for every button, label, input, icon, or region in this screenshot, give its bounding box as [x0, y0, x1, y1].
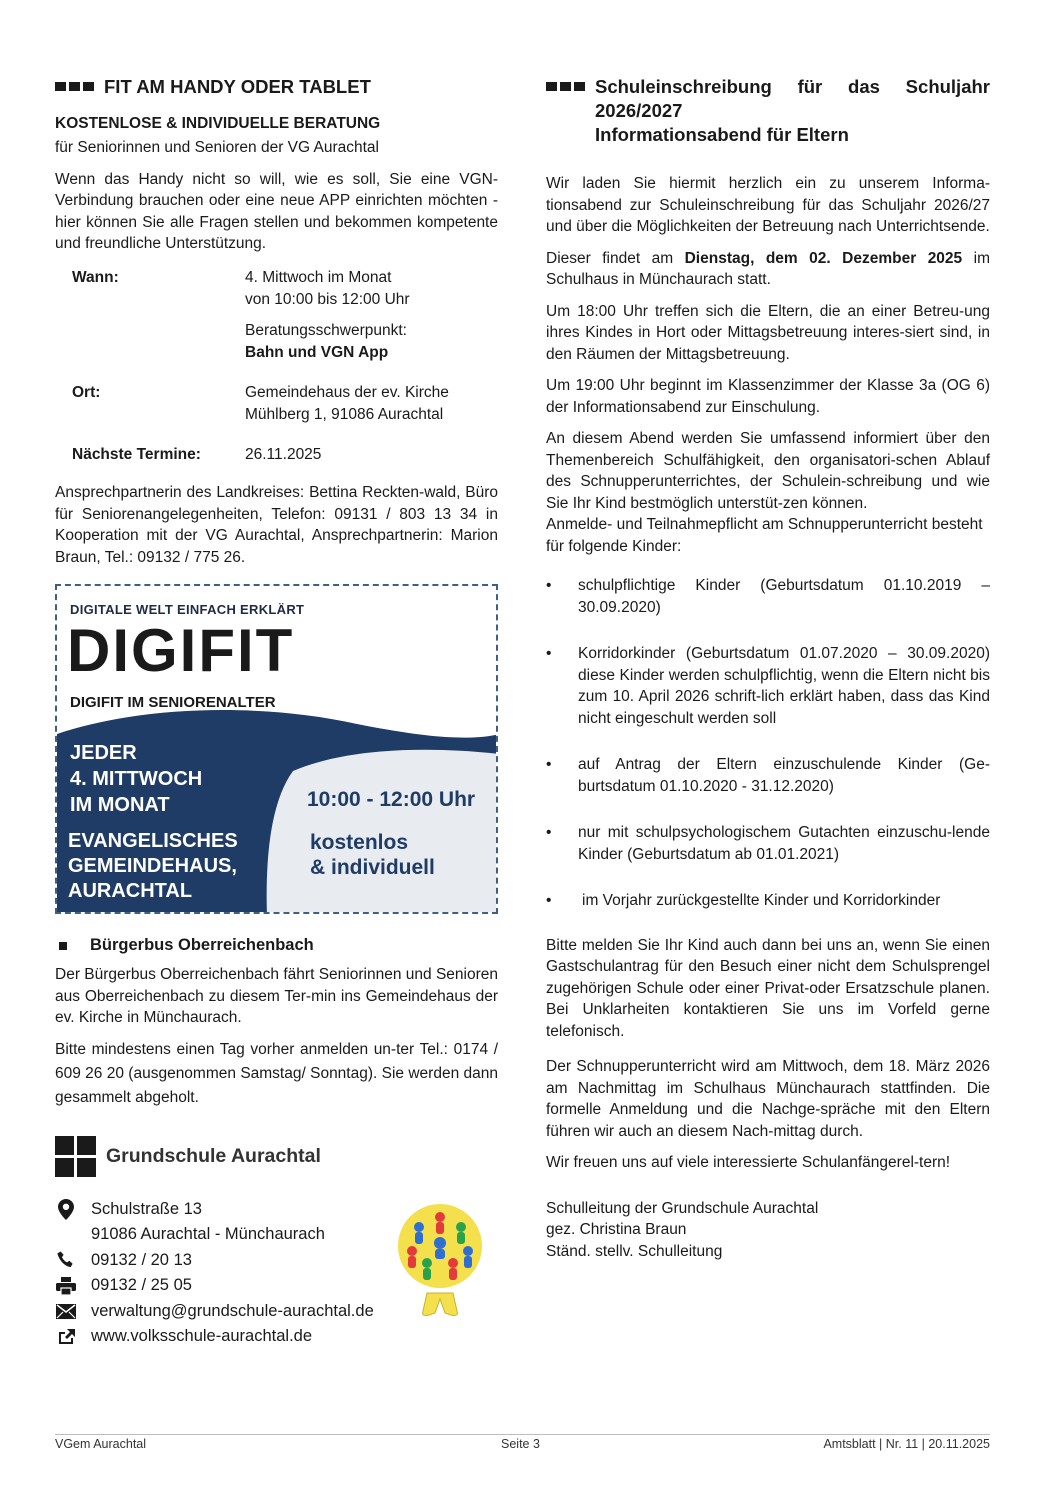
- bus-paragraph-2: Bitte mindestens einen Tag vorher anmelden un-ter Tel.: 0174 / 609 26 20 (ausgenommen Samstag/ Sonntag). Sie werden dann gesammelt abgeholt.: [55, 1040, 498, 1106]
- list-item: • auf Antrag der Eltern einzuschulende Kinder (Ge-burtsdatum 01.10.2020 - 31.12.2020): [546, 754, 990, 797]
- phone-number[interactable]: 09132 / 20 13: [91, 1250, 192, 1269]
- signature-line-3: Ständ. stellv. Schulleitung: [546, 1242, 723, 1260]
- wann-line2: von 10:00 bis 12:00 Uhr: [245, 291, 410, 308]
- pflicht-paragraph: Anmelde- und Teilnahmepflicht am Schnupperunterricht besteht für folgende Kinder:: [546, 516, 983, 555]
- bullet-dot: •: [546, 756, 552, 773]
- heading-squares-icon: [55, 82, 94, 91]
- list-item: • schulpflichtige Kinder (Geburtsdatum 01.10.2019 – 30.09.2020): [546, 575, 990, 618]
- ort-line2: Mühlberg 1, 91086 Aurachtal: [245, 406, 444, 423]
- left-column: [55, 75, 498, 1350]
- contact-paragraph: Ansprechpartnerin des Landkreises: Bettina Reckten-wald, Büro für Seniorenangelegenheiten, Telefon: 09131 / 803 13 34 in Kooperation mit der VG Aurachtal, Ansprechpartnerin: Marion Braun, Tel.: 09132 / 775 26.: [55, 484, 498, 566]
- bullet-dot: •: [546, 892, 552, 909]
- school-name: Grundschule Aurachtal: [106, 1144, 321, 1167]
- ad-when-line3: IM MONAT: [70, 794, 170, 816]
- ad-tagline: DIGITALE WELT EINFACH ERKLÄRT: [70, 602, 305, 617]
- ad-when-line2: 4. MITTWOCH: [70, 768, 203, 790]
- date-post: im Schulhaus in Münchaurach statt.: [546, 249, 990, 288]
- school-title: [55, 1136, 498, 1177]
- footer-right: Amtsblatt | Nr. 11 | 20.11.2025: [823, 1437, 990, 1451]
- email-link[interactable]: verwaltung@grundschule-aurachtal.de: [91, 1301, 374, 1320]
- intro-paragraph: Wenn das Handy nicht so will, wie es soll, Sie eine VGN-Verbindung brauchen oder eine neue APP einrichten möchten - hier können Sie alle Fragen stellen und bekommen kompetente und freundliche Unterstützung.: [55, 170, 498, 252]
- subheading: KOSTENLOSE & INDIVIDUELLE BERATUNG: [55, 115, 381, 132]
- schnupper-paragraph: Der Schnupperunterricht wird am Mittwoch, dem 18. März 2026 am Nachmittag im Schulhaus Münchaurach stattfinden. Die formelle Anmeldung und die Nachge-spräche mit den Eltern führen wir auch an diesem Nach-mittag durch.: [546, 1058, 990, 1140]
- bullet-square-icon: [59, 942, 67, 950]
- school-grid-icon: [55, 1136, 96, 1177]
- info-table: [72, 267, 449, 467]
- street: Schulstraße 13: [91, 1199, 202, 1218]
- children-list: [546, 575, 990, 912]
- phone-icon: [55, 1249, 77, 1271]
- signature-line-2: gez. Christina Braun: [546, 1221, 687, 1238]
- location-pin-icon: [55, 1198, 77, 1220]
- ad-time: 10:00 - 12:00 Uhr: [307, 788, 476, 811]
- focus-value: Bahn und VGN App: [245, 344, 389, 361]
- right-column: [546, 75, 990, 1262]
- focus-label: Beratungsschwerpunkt:: [245, 321, 407, 339]
- heading-squares-icon: [546, 82, 585, 91]
- envelope-icon: [55, 1300, 77, 1322]
- heading-line-3: Informationsabend für Eltern: [595, 124, 849, 145]
- footer-divider: [55, 1434, 990, 1435]
- ad-when-line1: JEDER: [70, 742, 137, 764]
- date-bold: Dienstag, dem 02. Dezember 2025: [684, 249, 963, 267]
- list-item: • Korridorkinder (Geburtsdatum 01.07.2020 – 30.09.2020) diese Kinder werden schulpflichtig, wenn die Eltern nicht bis zum 10. April 2026 schrift-lich erklärt haben, dass das Kind nicht eingeschult werden soll: [546, 643, 990, 729]
- ad-subtitle: DIGIFIT IM SENIORENALTER: [70, 694, 276, 711]
- ad-free: [310, 830, 435, 880]
- themen-paragraph: An diesem Abend werden Sie umfassend informiert über den Themenbereich Schulfähigkeit, den organisatori-schen Ablauf des Schnupperunterrichtes, der Schulein-schreibung und wie Sie Ihr Kind bestmöglich unterstüt-zen können.: [546, 430, 990, 512]
- school-contacts: [55, 1197, 498, 1350]
- heading-text: FIT AM HANDY ODER TABLET: [104, 76, 371, 97]
- bus-heading-text: Bürgerbus Oberreichenbach: [90, 936, 314, 954]
- city: 91086 Aurachtal - Münchaurach: [91, 1225, 325, 1244]
- fax-number: 09132 / 25 05: [91, 1276, 192, 1295]
- ad-free-line1: kostenlos: [310, 831, 409, 854]
- termine-label: Nächste Termine:: [72, 445, 201, 463]
- printer-icon: [55, 1275, 77, 1297]
- ad-free-line2: & individuell: [310, 856, 435, 879]
- bullet-dot: •: [546, 645, 552, 662]
- ad-place-line1: EVANGELISCHES: [68, 830, 238, 852]
- wann-label: Wann:: [72, 268, 119, 286]
- section-heading-school: [546, 75, 990, 147]
- signature-line-1: Schulleitung der Grundschule Aurachtal: [546, 1199, 819, 1217]
- betreuung-paragraph: Um 18:00 Uhr treffen sich die Eltern, die an einer Betreu-ung ihres Kindes in Hort oder Mittagsbetreuung interes-siert sind, in den Räumen der Mittagsbetreuung.: [546, 302, 990, 363]
- ad-logo: DIGIFIT: [67, 617, 295, 684]
- section-heading-fit: [55, 75, 498, 99]
- invite-paragraph: Wir laden Sie hiermit herzlich ein zu unserem Informa-tionsabend zur Schuleinschreibung für das Schuljahr 2026/27 und über die Möglichkeiten der Betreuung nach Unterrichtsende.: [546, 175, 990, 235]
- bullet-dot: •: [546, 824, 552, 841]
- website-link[interactable]: www.volksschule-aurachtal.de: [91, 1327, 313, 1346]
- footer-page: Seite 3: [501, 1437, 540, 1451]
- ad-place-line3: AURACHTAL: [68, 880, 193, 902]
- ad-place-line2: GEMEINDEHAUS,: [68, 855, 237, 877]
- ad-place: [68, 829, 238, 904]
- bullet-dot: •: [546, 577, 552, 594]
- termine-value: 26.11.2025: [245, 445, 322, 463]
- digifit-ad: [55, 584, 498, 914]
- audience-text: für Seniorinnen und Senioren der VG Aurachtal: [55, 139, 379, 156]
- ort-label: Ort:: [72, 383, 101, 401]
- gastschul-paragraph: Bitte melden Sie Ihr Kind auch dann bei uns an, wenn Sie einen Gastschulantrag für den Besuch einer nicht dem Schulsprengel zugehörigen Schule oder einer Privat-oder Ersatzschule planen. Bei Unklarheiten kontaktieren Sie uns im Vorfeld gerne telefonisch.: [546, 936, 990, 1040]
- heading-line-2: 2026/2027: [595, 100, 683, 121]
- signature: [546, 1198, 990, 1263]
- ad-when: [70, 740, 202, 818]
- list-item: • nur mit schulpsychologischem Gutachten einzuschu-lende Kinder (Geburtsdatum ab 01.01.2021): [546, 822, 990, 865]
- einschulung-paragraph: Um 19:00 Uhr beginnt im Klassenzimmer der Klasse 3a (OG 6) der Informationsabend zur Einschulung.: [546, 377, 990, 416]
- web-row: [55, 1324, 498, 1350]
- date-paragraph: [546, 248, 990, 291]
- closing-paragraph: Wir freuen uns auf viele interessierte Schulanfängerel-tern!: [546, 1154, 951, 1171]
- wann-line1: 4. Mittwoch im Monat: [245, 268, 392, 286]
- heading-line-1: Schuleinschreibung für das Schuljahr: [595, 76, 990, 97]
- ort-line1: Gemeindehaus der ev. Kirche: [245, 383, 449, 401]
- date-pre: Dieser findet am: [546, 249, 685, 267]
- school-logo-image: [395, 1201, 485, 1319]
- bus-paragraph-1: Der Bürgerbus Oberreichenbach fährt Seniorinnen und Senioren aus Oberreichenbach zu diesem Ter-min ins Gemeindehaus der ev. Kirche in Münchaurach.: [55, 966, 498, 1026]
- bus-heading: [55, 936, 498, 955]
- external-link-icon: [55, 1326, 77, 1348]
- list-item: • im Vorjahr zurückgestellte Kinder und Korridorkinder: [546, 890, 990, 912]
- footer-left: VGem Aurachtal: [55, 1437, 147, 1451]
